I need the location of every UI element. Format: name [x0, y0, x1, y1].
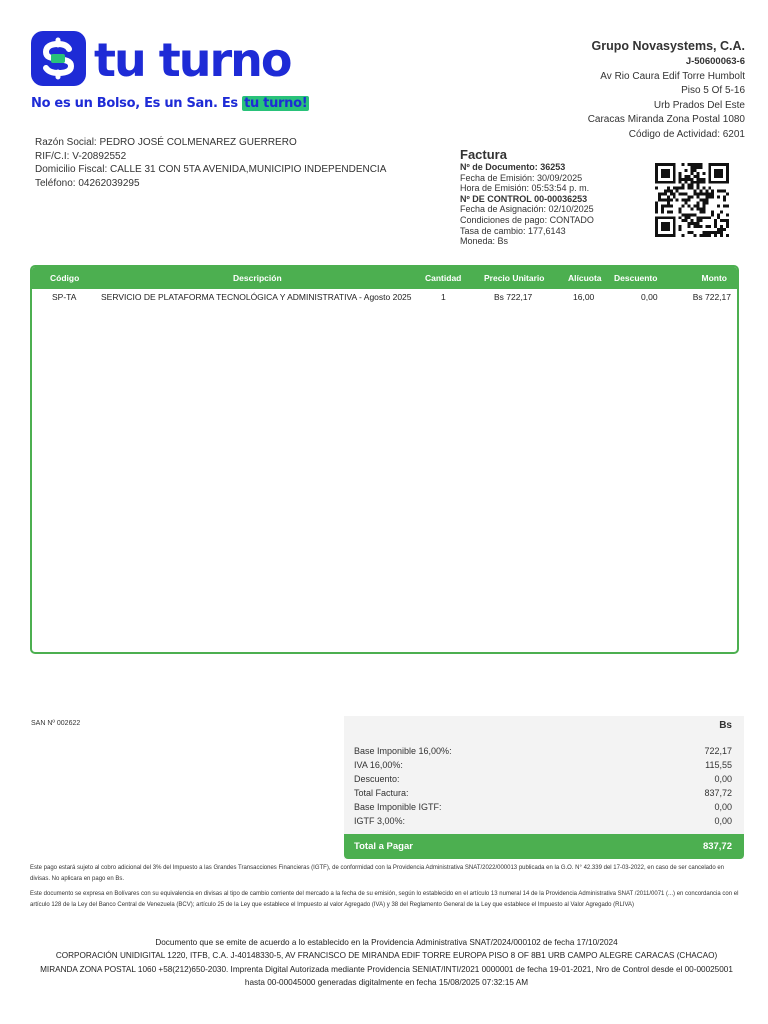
- col-header-precio: Precio Unitario: [484, 273, 545, 283]
- totals-value: 0,00: [714, 816, 732, 826]
- totals-row: [354, 772, 732, 786]
- brand-slogan: [31, 95, 309, 113]
- totals-value: 0,00: [714, 802, 732, 812]
- footer-line: MIRANDA ZONA POSTAL 1060 +58(212)650-2030. Imprenta Digital Autorizada mediante Providencia SENIAT/INTI/2021 0000001 de fecha 19-01-2021, Nro de Control desde el 00-00025001: [40, 964, 733, 974]
- igtf-note: Este pago estará sujeto al cobro adicional del 3% del Impuesto a las Grandes Transacciones Financieras (IGTF), de conformidad con la Providencia Administrativa SNAT/2022/000013 publicada en la G.O. N° 42.339 del 17-03-2022, en caso de ser cancelado en divisas. No aplicara en pago en Bs.: [30, 865, 725, 882]
- total-to-pay: [344, 834, 744, 859]
- totals-value: 837,72: [704, 788, 732, 798]
- totals-value: 722,17: [704, 746, 732, 756]
- cell-alicuota: 16,00: [573, 292, 595, 302]
- table-row: [32, 289, 737, 305]
- client-domicilio: Domicilio Fiscal: CALLE 31 CON 5TA AVENIDA,MUNICIPIO INDEPENDENCIA: [35, 164, 387, 176]
- invoice-document-number: Nº de Documento: 36253: [460, 162, 566, 172]
- totals-label: IVA 16,00%:: [354, 760, 403, 770]
- col-header-descuento: Descuento: [614, 273, 658, 283]
- totals-label: Base Imponible 16,00%:: [354, 746, 452, 756]
- col-header-cantidad: Cantidad: [425, 273, 462, 283]
- invoice-exchange-rate: Tasa de cambio: 177,6143: [460, 225, 566, 236]
- col-header-codigo: Código: [50, 273, 80, 283]
- invoice-info: [460, 147, 594, 247]
- company-rif: J-50600063-6: [685, 56, 745, 67]
- footer-line: Documento que se emite de acuerdo a lo establecido en la Providencia Administrativa SNAT/2024/000102 de fecha 17/10/2024: [155, 938, 618, 947]
- totals-value: 115,55: [705, 760, 732, 770]
- cell-cantidad: 1: [441, 292, 446, 302]
- company-address-line: Av Rio Caura Edif Torre Humbolt: [600, 70, 745, 82]
- col-header-alicuota: Alícuota: [568, 273, 602, 283]
- slogan-text: No es un Bolso, Es un San. Es: [31, 96, 238, 111]
- total-to-pay-label: Total a Pagar: [354, 841, 413, 852]
- invoice-control-number: Nº DE CONTROL 00-00036253: [460, 193, 588, 204]
- client-razon-social: Razón Social: PEDRO JOSÉ COLMENAREZ GUERRERO: [35, 137, 297, 148]
- client-block: [35, 136, 386, 190]
- cell-precio: Bs 722,17: [494, 292, 533, 302]
- totals-label: Total Factura:: [354, 788, 409, 798]
- slogan-highlight: tu turno!: [244, 96, 308, 111]
- totals-row: [354, 758, 732, 772]
- invoice-assignment-date: Fecha de Asignación: 02/10/2025: [460, 204, 594, 215]
- cell-codigo: SP-TA: [52, 292, 77, 302]
- client-telefono: Teléfono: 04262039295: [35, 177, 140, 189]
- cell-monto: Bs 722,17: [692, 292, 731, 302]
- brand-name: tu turno: [94, 33, 291, 87]
- totals-label: Base Imponible IGTF:: [354, 802, 442, 812]
- client-rif: RIF/C.I: V-20892552: [35, 150, 127, 162]
- company-name: Grupo Novasystems, C.A.: [591, 39, 745, 53]
- totals-row: [354, 786, 732, 800]
- cell-descripcion: SERVICIO DE PLATAFORMA TECNOLÓGICA Y ADMINISTRATIVA - Agosto 2025: [101, 292, 412, 302]
- totals-label: IGTF 3,00%:: [354, 816, 406, 826]
- items-table: [30, 265, 739, 654]
- company-block: [588, 38, 745, 143]
- bolivares-note: Este documento se expresa en Bolívares con su equivalencia en divisas al tipo de cambio corriente del mercado a la fecha de su emisión, según lo establecido en el artículo 13 numeral 14 de la Providencia Administrativa SNAT /2011/0071 (...) en concordancia con el artículo 128 de la Ley del Banco Central de Venezuela (BCV); artículo 25 de la Ley que establece el Impuesto al valor Agregado (IVA) y 38 del Reglamento General de la Ley que establece el Impuesto al Valor Agregado (RLIVA): [30, 891, 739, 908]
- company-activity-code: Código de Actividad: 6201: [628, 128, 745, 140]
- company-address-line: Piso 5 Of 5-16: [681, 85, 745, 97]
- san-number: SAN Nº 002622: [31, 720, 81, 727]
- footer-line: CORPORACIÓN UNIDIGITAL 1220, ITFB, C.A. J-40148330-5, AV FRANCISCO DE MIRANDA EDIF TORRE EUROPA PISO 8 OF 8B1 URB CAMPO ALEGRE CARACAS (CHACAO): [55, 951, 718, 961]
- invoice-title: Factura: [460, 147, 507, 162]
- company-address-line: Caracas Miranda Zona Postal 1080: [587, 114, 745, 126]
- total-to-pay-value: 837,72: [702, 841, 732, 852]
- col-header-monto: Monto: [701, 273, 727, 283]
- legal-footer: [20, 936, 753, 989]
- totals-row: [354, 800, 732, 814]
- invoice-payment-terms: Condiciones de pago: CONTADO: [460, 214, 594, 225]
- company-address-line: Urb Prados Del Este: [653, 99, 745, 111]
- qr-code-icon: [655, 163, 729, 237]
- footer-line: hasta 00-00045000 generadas digitalmente en fecha 15/08/2025 07:32:15 AM: [244, 977, 529, 987]
- invoice-issue-date: Fecha de Emisión: 30/09/2025: [460, 172, 583, 183]
- totals-currency: Bs: [719, 720, 732, 731]
- totals-row: [354, 744, 732, 758]
- items-table-header: [32, 267, 737, 289]
- cell-descuento: 0,00: [641, 292, 658, 302]
- totals-value: 0,00: [714, 774, 732, 784]
- totals-label: Descuento:: [354, 774, 400, 784]
- invoice-issue-time: Hora de Emisión: 05:53:54 p. m.: [460, 183, 590, 194]
- invoice-currency: Moneda: Bs: [460, 236, 509, 247]
- brand-logo-icon: [31, 31, 86, 86]
- totals-box: [344, 716, 744, 859]
- col-header-descripcion: Descripción: [233, 273, 282, 283]
- totals-row: [354, 814, 732, 828]
